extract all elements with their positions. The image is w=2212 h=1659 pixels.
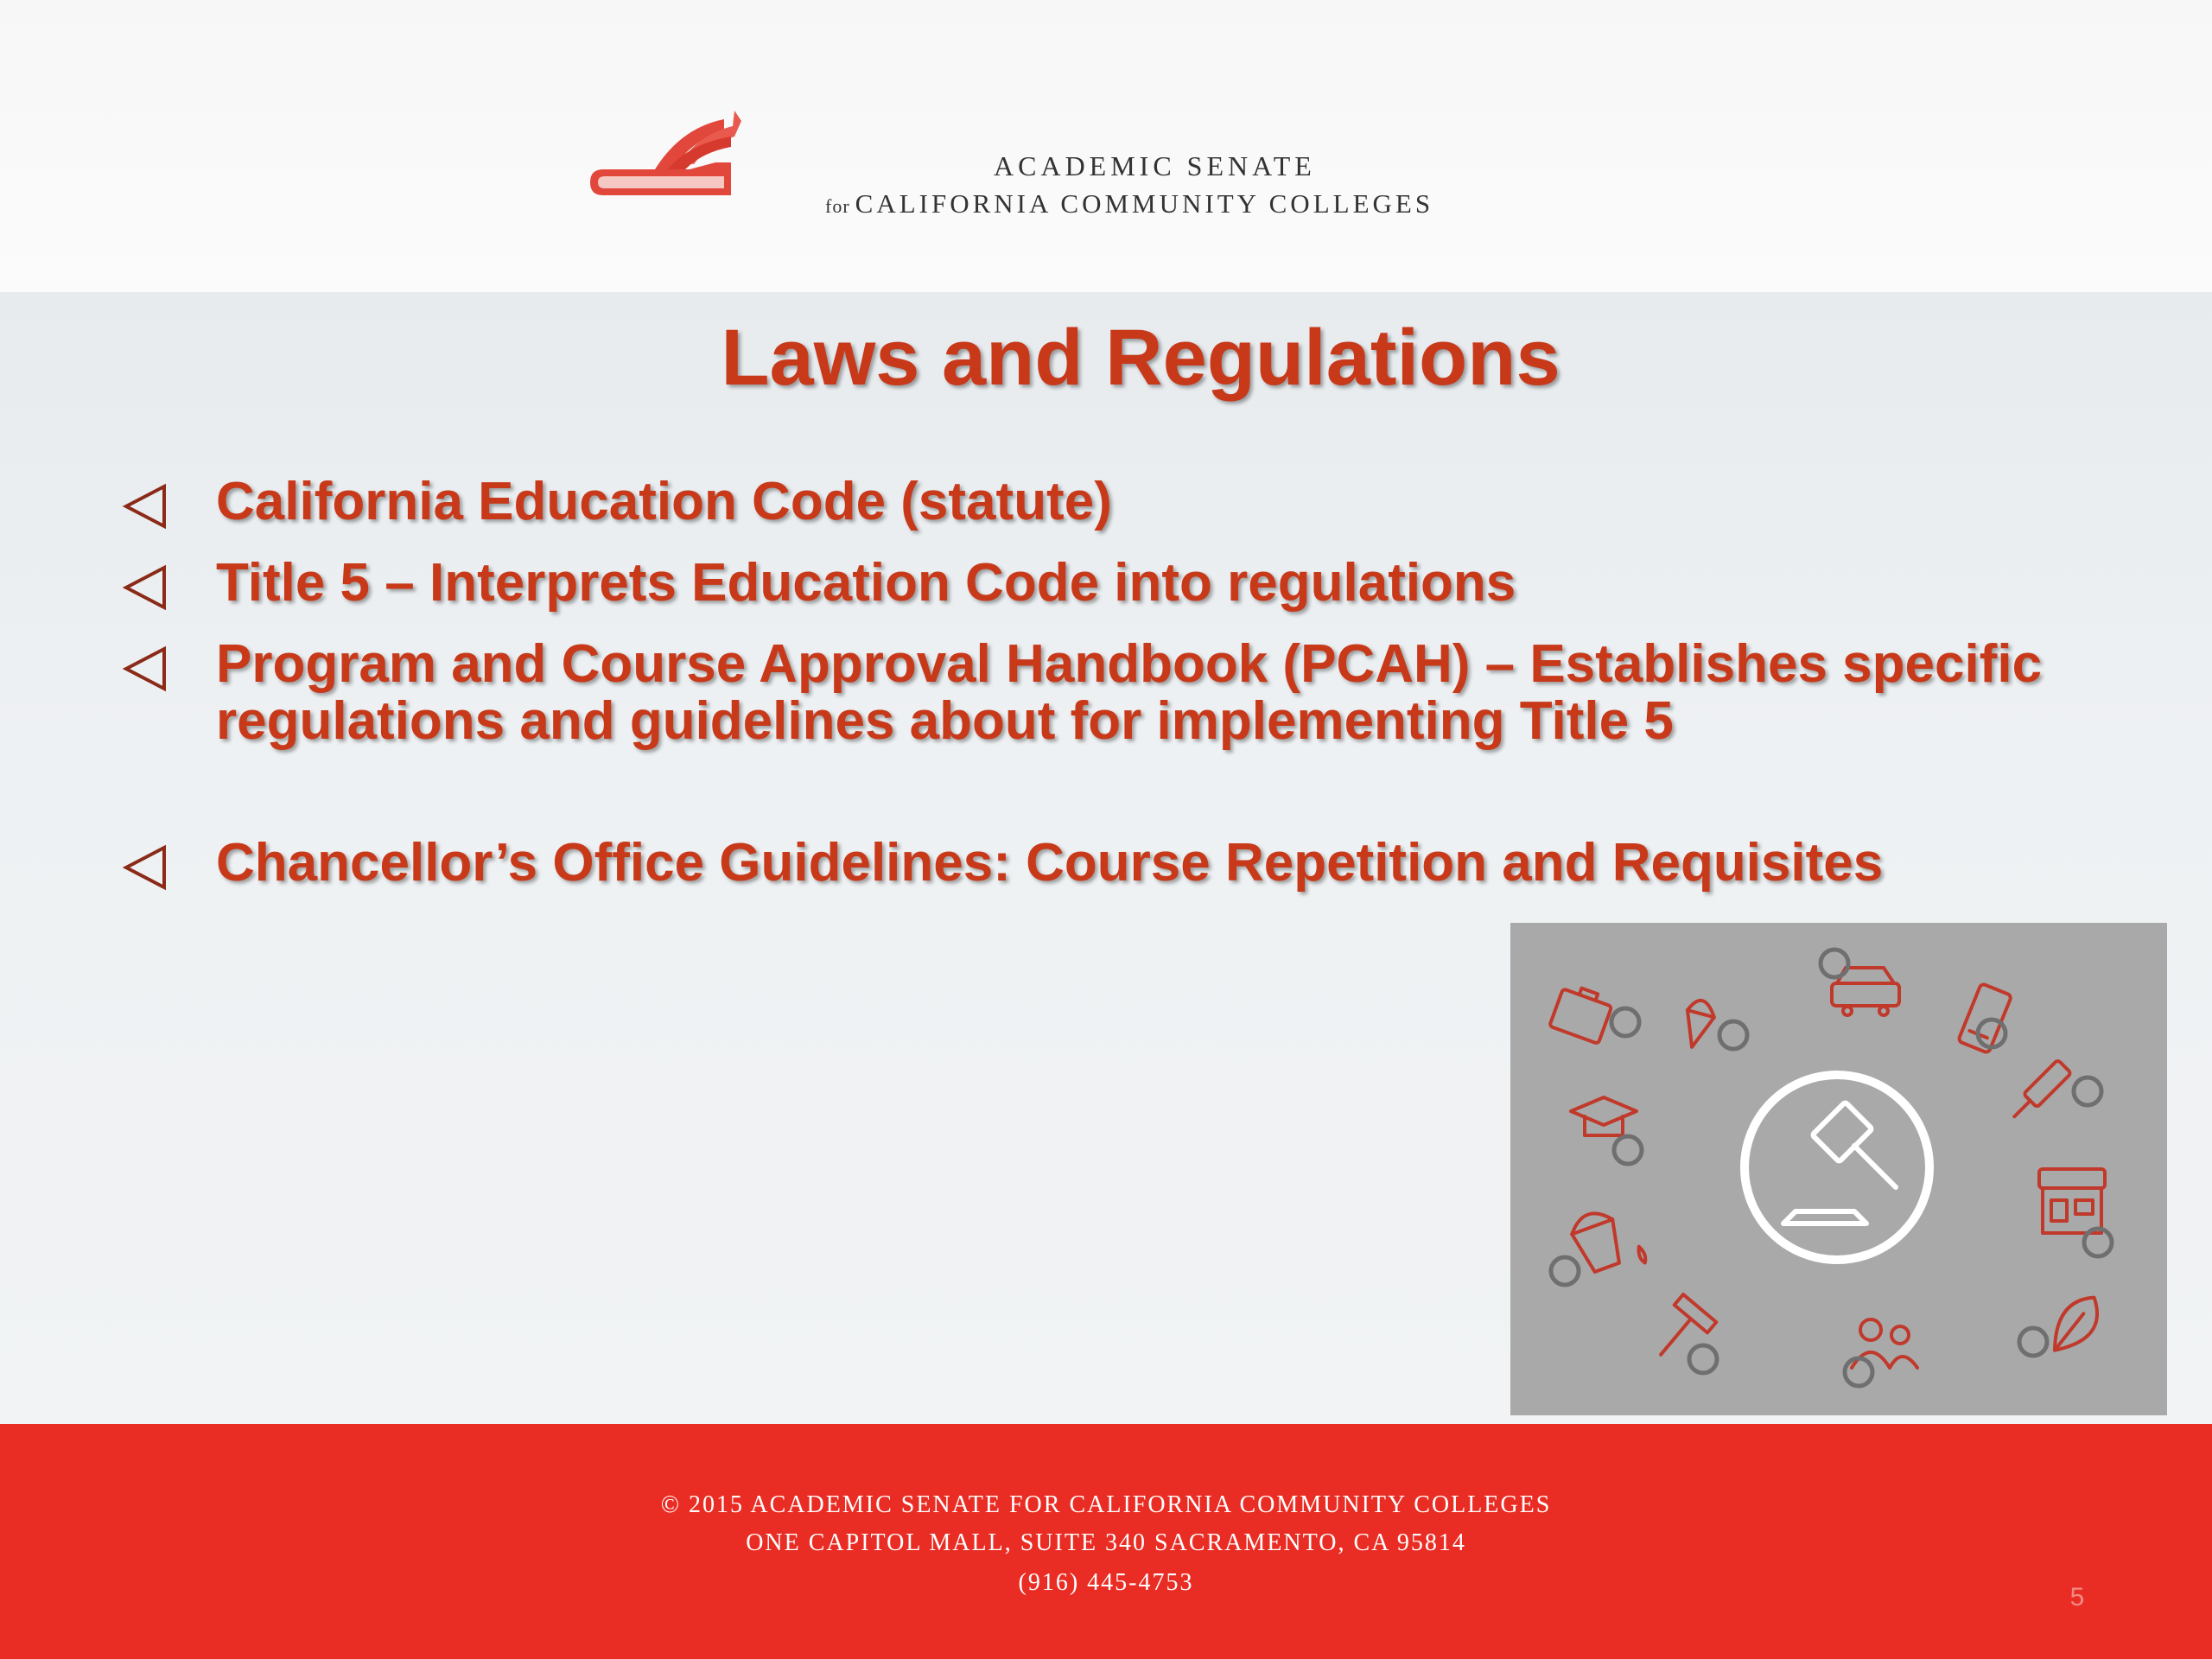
hammer-icon: [1644, 1294, 1716, 1369]
org-name-line2-text: CALIFORNIA COMMUNITY COLLEGES: [855, 188, 1434, 219]
org-name-line2: [825, 188, 1516, 219]
gavel-icon: [1745, 1075, 1929, 1260]
books-logo-icon: [586, 102, 750, 214]
footer-phone: (916) 445-4753: [1018, 1569, 1194, 1596]
triangle-bullet-icon: [121, 645, 171, 693]
bullet-text: Title 5 – Interprets Education Code into regulations: [216, 553, 1516, 613]
bullet-text: Program and Course Approval Handbook (PCAH) – Establishes specific regulations and guidelines about for implementing Title 5: [216, 634, 2043, 751]
briefcase-icon: [1549, 982, 1614, 1044]
ice-cream-icon: [1679, 998, 1718, 1051]
bullet-text: Chancellor’s Office Guidelines: Course Repetition and Requisites: [216, 833, 1884, 893]
footer-address: ONE CAPITOL MALL, SUITE 340 SACRAMENTO, CA 95814: [746, 1529, 1466, 1556]
slide-title: Laws and Regulations: [721, 314, 1560, 402]
syringe-icon: [2008, 1059, 2072, 1123]
triangle-bullet-icon: [121, 843, 171, 892]
triangle-bullet-icon: [121, 482, 171, 531]
graduation-cap-icon: [1571, 1097, 1637, 1135]
storefront-icon: [2039, 1169, 2105, 1233]
bullet-item: [121, 555, 1516, 612]
leaf-icon: [2039, 1294, 2109, 1355]
bullet-item: [121, 636, 2203, 750]
bullet-item: [121, 835, 2031, 892]
org-for-word: for: [825, 195, 850, 217]
footer-copyright: © 2015 ACADEMIC SENATE FOR CALIFORNIA COMMUNITY COLLEGES: [660, 1491, 1552, 1518]
bullet-text: California Education Code (statute): [216, 472, 1112, 531]
careers-illustration: [1510, 923, 2167, 1415]
org-name-line1: ACADEMIC SENATE: [994, 150, 1316, 181]
page-number: 5: [2069, 1583, 2085, 1611]
triangle-bullet-icon: [121, 563, 171, 612]
bullet-item: [121, 474, 1112, 531]
header-band: [0, 0, 2212, 292]
